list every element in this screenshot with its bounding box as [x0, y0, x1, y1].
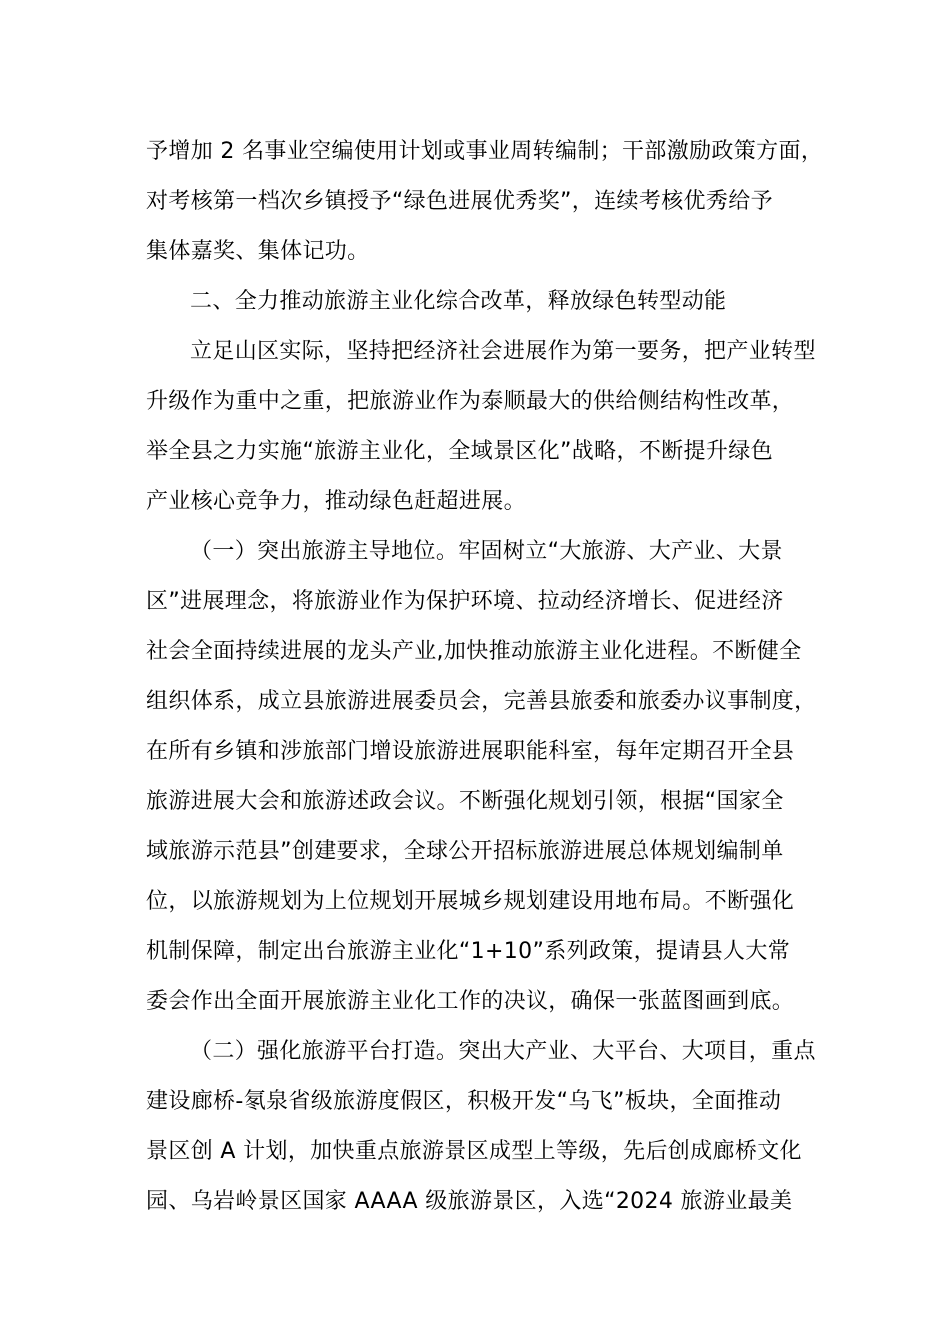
paragraph-line: 区”进展理念，将旅游业作为保护环境、拉动经济增长、促进经济: [146, 589, 784, 614]
subsection-line: （二）强化旅游平台打造。突出大产业、大平台、大项目，重点: [190, 1039, 816, 1064]
paragraph-line: 园、乌岩岭景区国家 AAAA 级旅游景区，入选“2024 旅游业最美: [146, 1189, 793, 1214]
subsection-line: （一）突出旅游主导地位。牢固树立“大旅游、大产业、大景: [190, 539, 783, 564]
paragraph-line: 在所有乡镇和涉旅部门增设旅游进展职能科室，每年定期召开全县: [146, 739, 795, 764]
paragraph-line: 旅游进展大会和旅游述政会议。不断强化规划引领，根据“国家全: [146, 789, 784, 814]
paragraph-line: 组织体系，成立县旅游进展委员会，完善县旅委和旅委办议事制度，: [146, 689, 817, 714]
paragraph-line: 委会作出全面开展旅游主业化工作的决议，确保一张蓝图画到底。: [146, 989, 795, 1014]
paragraph-line: 升级作为重中之重，把旅游业作为泰顺最大的供给侧结构性改革，: [146, 389, 795, 414]
paragraph-line: 予增加 2 名事业空编使用计划或事业周转编制；干部激励政策方面，: [146, 139, 824, 164]
paragraph-line: 位，以旅游规划为上位规划开展城乡规划建设用地布局。不断强化: [146, 889, 795, 914]
paragraph-line: 对考核第一档次乡镇授予“绿色进展优秀奖”，连续考核优秀给予: [146, 189, 773, 214]
paragraph-line: 产业核心竞争力，推动绿色赶超进展。: [146, 489, 526, 514]
paragraph-line: 立足山区实际，坚持把经济社会进展作为第一要务，把产业转型: [190, 339, 816, 364]
paragraph-line: 景区创 A 计划，加快重点旅游景区成型上等级，先后创成廊桥文化: [146, 1139, 802, 1164]
paragraph-line: 机制保障，制定出台旅游主业化“1+10”系列政策，提请县人大常: [146, 939, 791, 964]
paragraph-line: 社会全面持续进展的龙头产业,加快推动旅游主业化进程。不断健全: [146, 639, 802, 664]
paragraph-line: 举全县之力实施“旅游主业化，全域景区化”战略，不断提升绿色: [146, 439, 773, 464]
paragraph-line: 建设廊桥-氡泉省级旅游度假区，积极开发“乌飞”板块，全面推动: [146, 1089, 782, 1114]
section-heading: 二、全力推动旅游主业化综合改革，释放绿色转型动能: [190, 289, 727, 314]
paragraph-line: 域旅游示范县”创建要求，全球公开招标旅游进展总体规划编制单: [146, 839, 784, 864]
paragraph-line: 集体嘉奖、集体记功。: [146, 239, 370, 264]
